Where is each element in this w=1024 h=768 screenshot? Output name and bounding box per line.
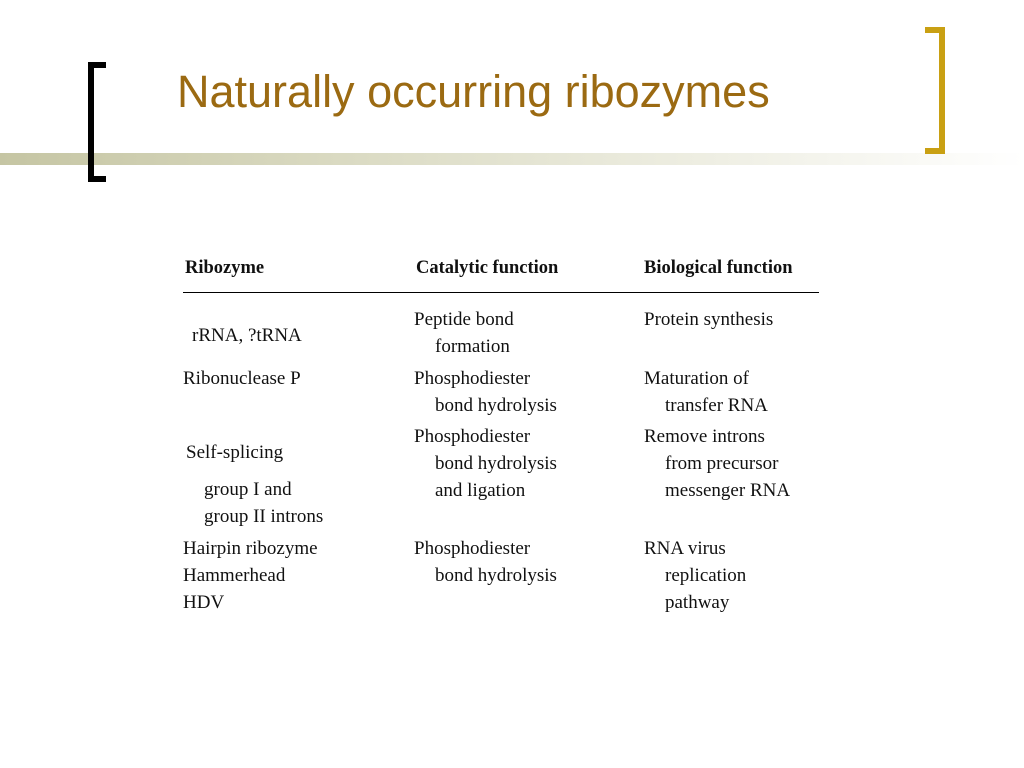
row-4-ribozyme [183,535,318,616]
row-4-catalytic [414,535,557,589]
row-2-biological [644,365,768,419]
cell-line: group II introns [204,506,324,527]
slide-title: Naturally occurring ribozymes [177,66,770,117]
row-3-ribozyme [204,476,323,530]
cell-line: replication [665,565,747,586]
row-1-ribozyme [192,322,302,349]
cell-line: messenger RNA [665,480,791,501]
row-2-catalytic [414,365,557,419]
cell-line: bond hydrolysis [435,565,557,586]
row-1-catalytic [414,306,514,360]
cell-line: from precursor [665,453,779,474]
header-catalytic-function: Catalytic function [416,258,559,278]
right-bracket-decoration [925,27,945,154]
row-3-catalytic [414,423,557,504]
title-underline-bar [0,153,1024,165]
cell-line: Phosphodiester [414,368,531,389]
cell-line: Hairpin ribozyme [183,538,318,559]
cell-line: and ligation [435,480,526,501]
cell-line: Hammerhead [183,565,286,586]
row-3-ribozyme-heading: Self-splicing [186,442,284,463]
header-biological-function: Biological function [644,258,793,278]
cell-line: bond hydrolysis [435,453,557,474]
row-2-ribozyme [183,365,301,392]
cell-line: Remove introns [644,426,765,447]
left-bracket-decoration [88,62,106,182]
row-3-biological [644,423,790,504]
cell-line: group I and [204,479,292,500]
cell-line: pathway [665,592,730,613]
row-4-biological [644,535,746,616]
cell-line: Phosphodiester [414,538,531,559]
row-1-biological [644,306,773,333]
cell-line: HDV [183,592,225,613]
cell-line: rRNA, ?tRNA [192,325,302,346]
cell-line: Peptide bond [414,309,514,330]
cell-line: Phosphodiester [414,426,531,447]
cell-line: bond hydrolysis [435,395,557,416]
cell-line: formation [435,336,510,357]
cell-line: RNA virus [644,538,726,559]
header-ribozyme: Ribozyme [185,258,265,278]
cell-line: transfer RNA [665,395,768,416]
header-rule [183,292,819,293]
cell-line: Protein synthesis [644,309,774,330]
cell-line: Maturation of [644,368,750,389]
cell-line: Ribonuclease P [183,368,301,389]
